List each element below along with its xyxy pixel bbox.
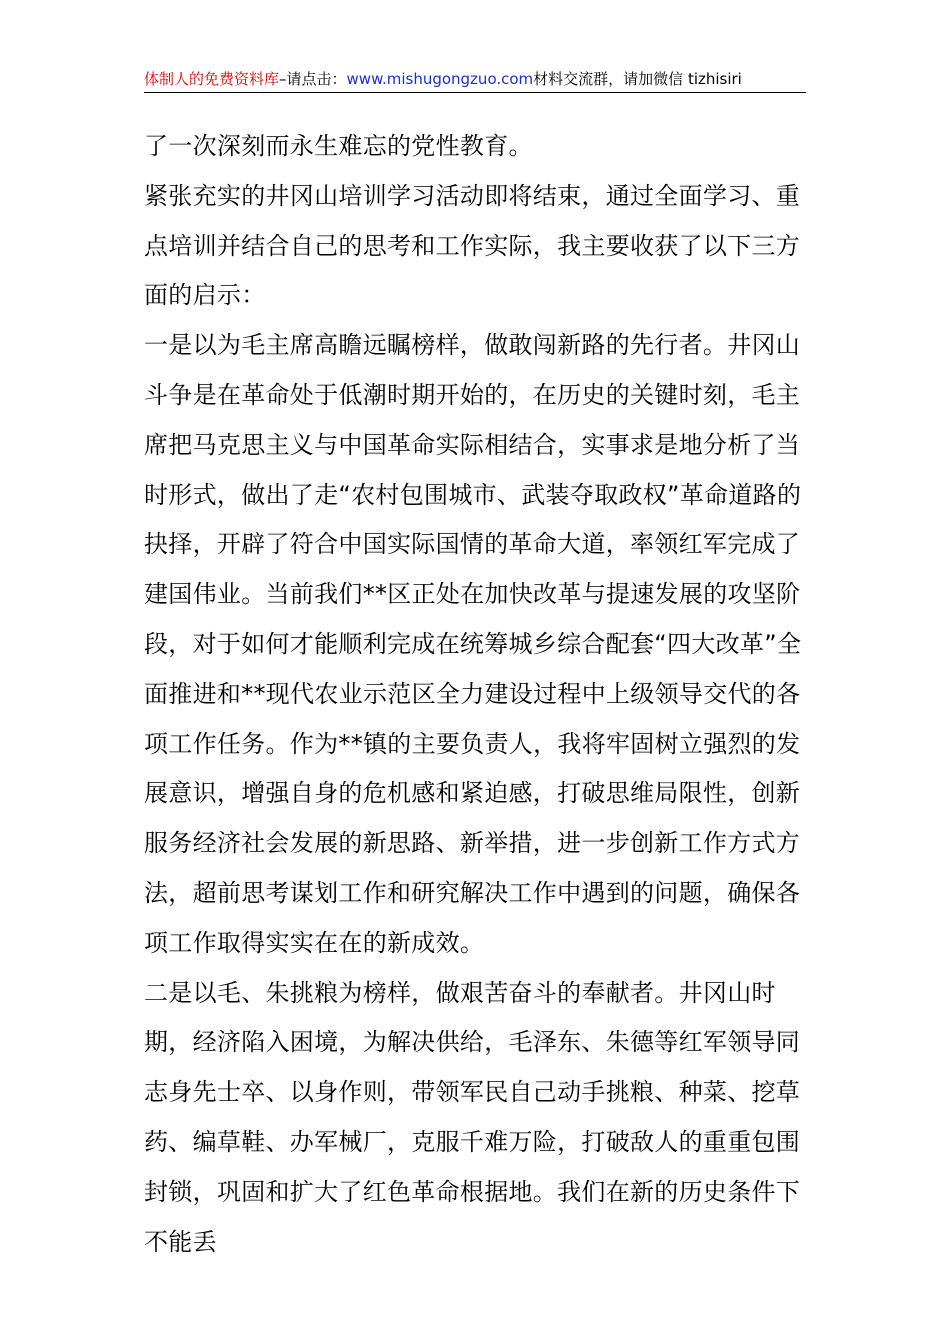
header-link[interactable]: www.mishugongzuo.com <box>346 70 534 88</box>
paragraph: 了一次深刻而永生难忘的党性教育。 <box>144 132 533 160</box>
header-brand: 体制人的免费资料库 <box>144 70 280 88</box>
header-note: 材料交流群，请加微信 tizhisiri <box>533 70 742 88</box>
paragraph: 紧张充实的井冈山培训学习活动即将结束，通过全面学习、重点培训并结合自己的思考和工作实际，我主要收获了以下三方面的启示： <box>144 181 801 310</box>
paragraph: 一是以为毛主席高瞻远瞩榜样，做敢闯新路的先行者。井冈山斗争是在革命处于低潮时期开始的，在历史的关键时刻，毛主席把马克思主义与中国革命实际相结合，实事求是地分析了当时形式，做出了走“农村包围城市、武装夺取政权”革命道路的抉择，开辟了符合中国实际国情的革命大道，率领红军完成了建国伟业。当前我们**区正处在加快改革与提速发展的攻坚阶段，对于如何才能顺利完成在统筹城乡综合配套“四大改革”全面推进和**现代农业示范区全力建设过程中上级领导交代的各项工作任务。作为**镇的主要负责人，我将牢固树立强烈的发展意识，增强自身的危机感和紧迫感，打破思维局限性，创新服务经济社会发展的新思路、新举措，进一步创新工作方式方法，超前思考谋划工作和研究解决工作中遇到的问题，确保各项工作取得实实在在的新成效。 <box>144 331 802 957</box>
page-header <box>144 66 806 93</box>
document-body <box>144 122 806 1267</box>
paragraph: 二是以毛、朱挑粮为榜样，做艰苦奋斗的奉献者。井冈山时期，经济陷入困境，为解决供给，毛泽东、朱德等红军领导同志身先士卒、以身作则，带领军民自己动手挑粮、种菜、挖草药、编草鞋、办军械厂，克服千难万险，打破敌人的重重包围封锁，巩固和扩大了红色革命根据地。我们在新的历史条件下不能丢 <box>144 978 801 1256</box>
header-prompt: –请点击： <box>279 70 347 88</box>
